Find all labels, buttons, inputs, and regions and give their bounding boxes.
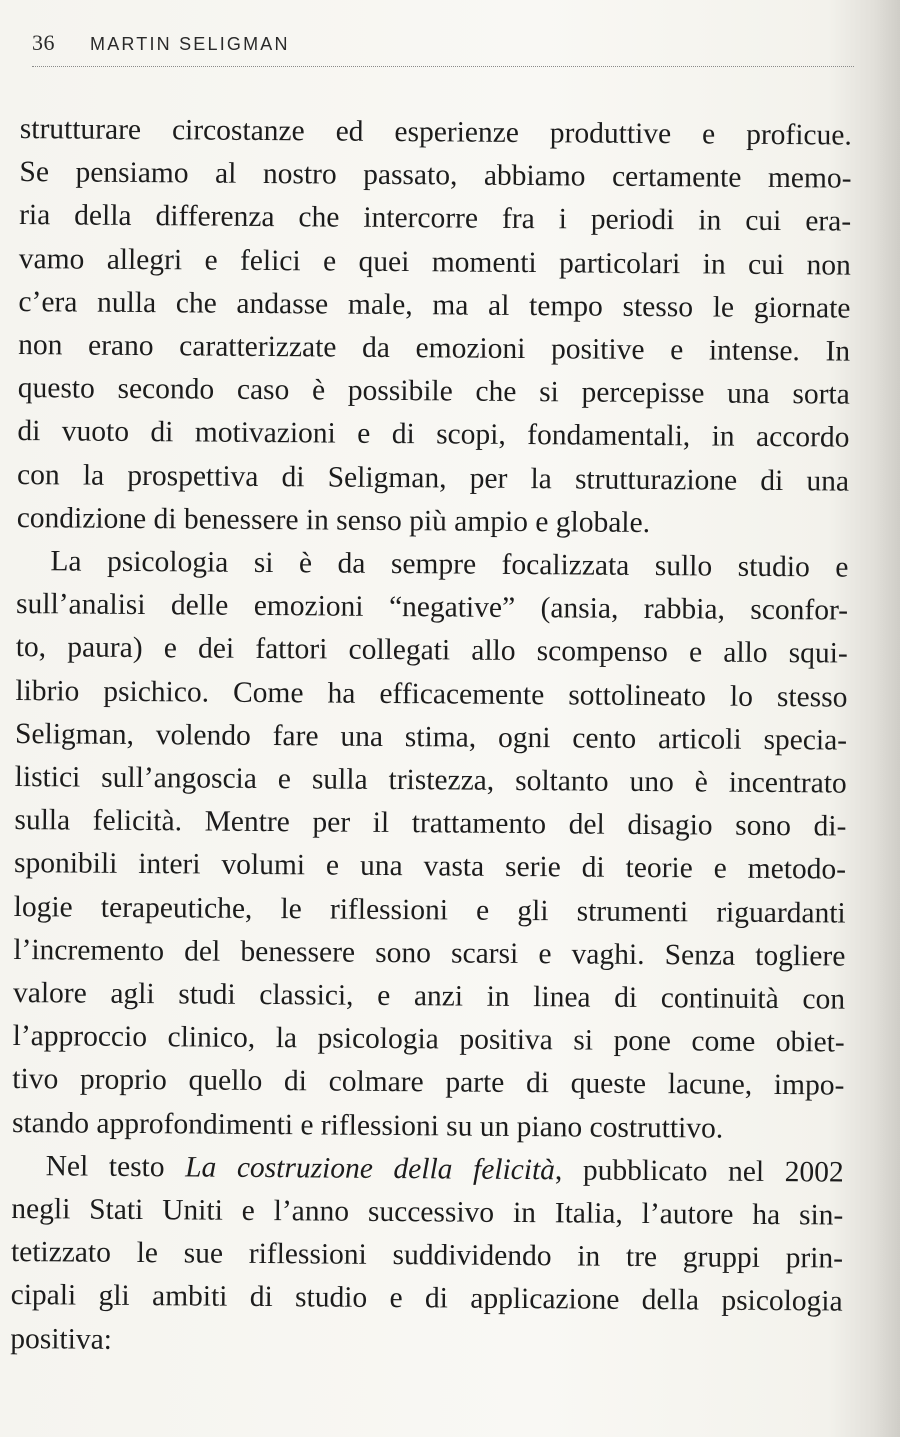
text-line [6, 1145, 844, 1195]
running-head [32, 28, 852, 64]
text-fragment: , pubblicato nel 2002 [554, 1154, 844, 1189]
text-line: Se pensiamo al nostro passato, abbiamo certamente memo- [19, 156, 852, 195]
text-line: strutturare circostanze ed esperienze produttive e proficue. [19, 113, 852, 152]
text-line: positiva: [10, 1322, 113, 1356]
text-line: to, paura) e dei fattori collegati allo scompenso e allo squi- [15, 631, 848, 671]
text-line: librio psichico. Come ha efficacemente sottolineato lo stesso [15, 674, 848, 714]
text-line: vamo allegri e felici e quei momenti particolari in cui non [18, 242, 851, 282]
text-line: sponibili interi volumi e una vasta serie di teorie e metodo- [13, 847, 847, 887]
text-line: non erano caratterizzate da emozioni positive e intense. In [18, 329, 851, 368]
text-line: condizione di benessere in senso più ampio e globale. [16, 501, 651, 539]
text-line: tivo proprio quello di colmare parte di queste lacune, impo- [12, 1063, 845, 1103]
text-line: sull’analisi delle emozioni “negative” (ansia, rabbia, sconfor- [15, 588, 849, 627]
book-title: La costruzione della felicità [185, 1151, 556, 1187]
text-line: ria della differenza che intercorre fra i periodi in cui era- [19, 199, 852, 238]
text-line: sulla felicità. Mentre per il trattamento del disagio sono di- [14, 804, 847, 843]
text-fragment: Nel testo [45, 1150, 186, 1184]
paragraph-1 [11, 108, 852, 547]
text-line: negli Stati Uniti e l’anno successivo in Italia, l’autore ha sin- [11, 1193, 844, 1232]
text-line: stando approfondimenti e riflessioni su un piano costruttivo. [11, 1106, 724, 1145]
text-line: questo secondo caso è possibile che si percepisse una sorta [17, 372, 850, 411]
text-line: La psicologia si è da sempre focalizzata sullo studio e [50, 545, 849, 584]
header-rule [32, 66, 854, 67]
body-text [4, 108, 852, 1367]
text-line: di vuoto di motivazioni e di scopi, fondamentali, in accordo [17, 415, 850, 454]
running-head-author: MARTIN SELIGMAN [90, 34, 290, 54]
text-line: tetizzato le sue riflessioni suddividendo in tre gruppi prin- [10, 1236, 844, 1275]
text-line: con la prospettiva di Seligman, per la strutturazione di una [16, 458, 850, 498]
text-line: l’incremento del benessere sono scarsi e vaghi. Senza togliere [13, 933, 846, 973]
paragraph-3 [4, 1145, 844, 1368]
text-line: cipali gli ambiti di studio e di applicazione della psicologia [10, 1279, 843, 1319]
text-line: listici sull’angoscia e sulla tristezza, soltanto uno è incentrato [14, 761, 847, 800]
paragraph-2 [6, 540, 849, 1151]
text-line: logie terapeutiche, le riflessioni e gli strumenti riguardanti [13, 890, 846, 930]
page-number: 36 [32, 30, 55, 55]
text-line: c’era nulla che andasse male, ma al tempo stesso le giornate [18, 285, 851, 325]
text-line: l’approccio clinico, la psicologia positiva si pone come obiet- [12, 1020, 845, 1059]
text-line: Seligman, volendo fare una stima, ogni cento articoli specia- [14, 717, 848, 757]
text-line: valore agli studi classici, e anzi in linea di continuità con [12, 977, 846, 1016]
